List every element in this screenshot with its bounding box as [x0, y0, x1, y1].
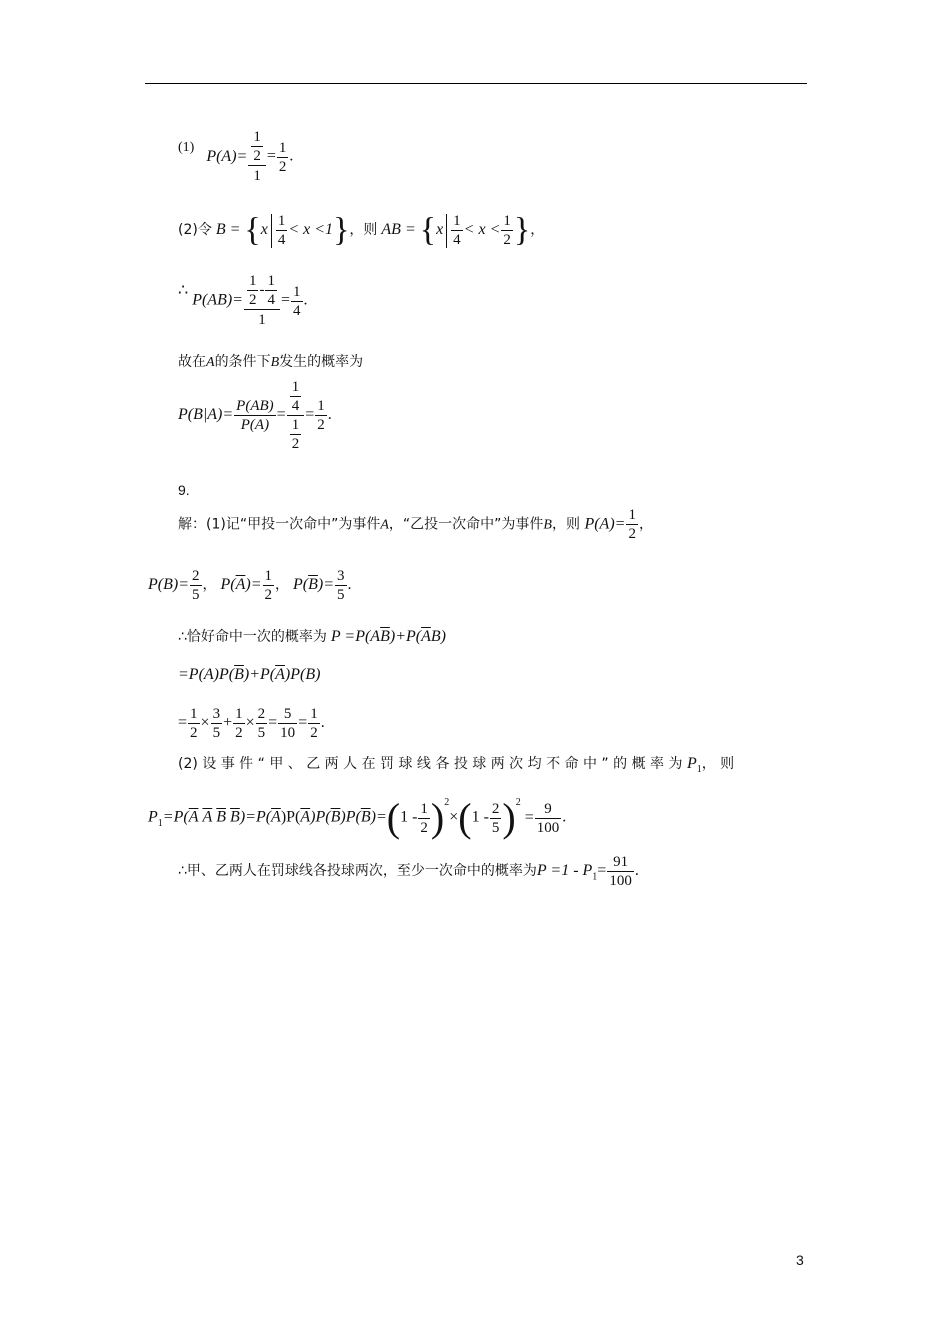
comma: ，: [638, 516, 653, 533]
text: P(: [220, 576, 236, 594]
pnb-fraction: [335, 567, 347, 604]
den: P(A): [240, 417, 270, 433]
p1: P: [148, 808, 158, 826]
den: 2: [235, 725, 243, 741]
pa: P(A)=: [584, 515, 626, 533]
p1: P: [582, 862, 593, 880]
num: 1: [503, 213, 511, 229]
event-a: A: [380, 517, 389, 533]
num: 91: [607, 853, 634, 872]
set-var: x: [436, 221, 444, 239]
num: 3: [337, 568, 345, 584]
page-number: 3: [796, 1252, 804, 1268]
eq: =: [597, 862, 607, 880]
outer-den: 1: [253, 168, 261, 184]
eq: =: [524, 808, 534, 826]
den: 2: [264, 587, 273, 603]
top-fraction: [290, 378, 302, 415]
expr: )P(B): [284, 666, 321, 683]
right-brace: }: [333, 211, 350, 249]
outer-den: 1: [258, 312, 266, 328]
den: 5: [491, 819, 500, 836]
pb-fraction: [190, 567, 202, 604]
text: ∴恰好命中一次的概率为: [178, 629, 327, 645]
text: )=: [317, 576, 335, 594]
then-text: ， 则: [701, 756, 735, 772]
left-brace: {: [244, 211, 261, 249]
text: ∴甲、乙两人在罚球线各投球两次，至少一次命中的概率为: [178, 863, 537, 880]
eq: =: [178, 714, 188, 732]
not-a: $\overline{A}$: [271, 808, 281, 826]
pna-fraction: [263, 567, 275, 604]
num: 2: [192, 568, 200, 584]
den: 5: [337, 587, 345, 603]
expr: )=P(: [239, 808, 272, 826]
num: 2: [491, 800, 500, 817]
conditional-intro: [178, 353, 363, 372]
inner-num: 1: [253, 129, 261, 145]
fraction: [490, 800, 502, 837]
b-fraction: [265, 272, 277, 309]
expr: )P(: [340, 808, 361, 826]
eq: =: [305, 406, 315, 424]
minus: -: [259, 281, 265, 298]
eq: =: [266, 147, 276, 165]
den: 4: [291, 398, 300, 414]
num: 3: [212, 706, 221, 722]
square: 2: [515, 797, 521, 809]
not-a: $\overline{A}$: [275, 666, 285, 683]
num: 1: [264, 568, 273, 584]
den: 2: [628, 526, 636, 542]
den: 5: [212, 725, 221, 741]
period: .: [347, 576, 352, 594]
eq: =: [280, 291, 290, 309]
den: 2: [291, 436, 300, 452]
solution-part-1: [178, 506, 653, 543]
complex-fraction: [287, 378, 305, 453]
p1-sub: 1: [696, 763, 702, 775]
den: 2: [310, 725, 318, 741]
event-a: A: [206, 355, 215, 370]
step-5: [178, 378, 332, 453]
right-paren: ): [430, 795, 445, 840]
den: 2: [503, 232, 511, 248]
not-b: $\overline{B}$: [230, 808, 240, 826]
times: ×: [245, 714, 255, 732]
result-fraction: [291, 283, 303, 320]
step-5-lhs: P(B|A)=: [178, 406, 234, 424]
not-b: $\overline{B}$: [216, 808, 227, 826]
den: 4: [453, 232, 461, 248]
set2-fraction-right: [501, 212, 513, 249]
result-fraction: [607, 853, 634, 890]
num: 5: [278, 705, 297, 724]
expr: )=: [370, 808, 387, 826]
p1: P: [686, 755, 697, 772]
fraction: [233, 705, 245, 742]
not-b: $\overline{B}$: [380, 628, 390, 645]
step-3-complex-fraction: [244, 272, 280, 330]
den: 4: [277, 232, 286, 248]
step-3-lhs: P(AB)=: [192, 291, 243, 309]
den: 5: [192, 587, 200, 603]
expr: )P(: [280, 808, 301, 826]
expr: )P(: [310, 808, 331, 826]
text: P(: [293, 576, 309, 594]
text: )=: [245, 576, 262, 594]
den: 100: [609, 873, 632, 889]
set1-condition: < x <1: [288, 221, 334, 239]
fraction: [188, 705, 200, 742]
step-2: [178, 212, 544, 249]
set-b-name: B =: [215, 221, 241, 239]
text: 故在: [178, 354, 206, 370]
not-b: $\overline{B}$: [308, 576, 318, 594]
den: 10: [280, 725, 296, 741]
not-b: $\overline{B}$: [330, 808, 341, 826]
text: 的条件下: [214, 354, 271, 370]
text: 发生的概率为: [279, 354, 364, 370]
not-a: $\overline{A}$: [421, 628, 431, 645]
num: 9: [535, 800, 562, 819]
num: 1: [628, 507, 636, 523]
den: 2: [190, 725, 198, 741]
event-b: B: [270, 355, 280, 370]
step-3: [178, 272, 308, 330]
event-b: B: [543, 517, 552, 533]
pa-fraction: [626, 506, 638, 543]
fraction: [278, 705, 297, 742]
eq: =: [268, 714, 278, 732]
period: .: [634, 862, 639, 880]
step-1-label: (1): [178, 139, 195, 155]
step-1-lhs: P(A)=: [206, 147, 248, 165]
right-paren: ): [502, 795, 516, 840]
den: 2: [278, 158, 287, 175]
den: 2: [420, 819, 428, 836]
pb: P(B)=: [148, 576, 189, 594]
den: 2: [248, 292, 257, 308]
not-b: $\overline{B}$: [234, 666, 244, 683]
num: 1: [235, 706, 243, 722]
left-paren: (: [458, 795, 472, 840]
exact-one-expand: [178, 666, 320, 684]
step-1: [178, 128, 293, 186]
fraction: [308, 705, 320, 742]
text: 解：(1)记“甲投一次命中”为事件: [178, 516, 381, 533]
period: .: [327, 406, 332, 424]
set-bar: [446, 214, 447, 248]
den: 5: [257, 725, 266, 741]
text: (2) 设 事 件 “ 甲 、 乙 两 人 在 罚 球 线 各 投 球 两 次 均 不 命 中 ” 的 概 率 为: [178, 756, 683, 772]
num: 2: [257, 706, 266, 722]
not-a: $\overline{A}$: [188, 808, 199, 826]
set2-fraction-left: [451, 212, 463, 249]
expr: )+P(: [243, 666, 276, 683]
square: 2: [444, 797, 450, 809]
not-a: $\overline{A}$: [235, 576, 246, 594]
plus: +: [223, 714, 233, 732]
inner-fraction: [251, 128, 263, 165]
then-text: ，则: [349, 222, 378, 239]
eq: =: [276, 406, 286, 424]
left-paren: (: [386, 795, 401, 840]
expr: =P(: [162, 808, 189, 826]
expr: )+P(: [389, 628, 422, 645]
not-a: $\overline{A}$: [202, 808, 213, 826]
step-2-label: (2)令: [178, 222, 212, 239]
sep: ，: [275, 577, 290, 594]
den: 2: [317, 417, 325, 433]
text: ，则: [551, 516, 580, 533]
num: P(AB): [236, 398, 274, 414]
probabilities: [148, 567, 352, 604]
num: 1: [248, 273, 257, 289]
result-fraction: [277, 139, 289, 176]
not-a: $\overline{A}$: [300, 808, 311, 826]
sep: ，: [202, 577, 217, 594]
num: 1: [453, 213, 461, 229]
num: 1: [291, 417, 300, 433]
den: 4: [293, 302, 301, 319]
num: 1: [420, 800, 428, 817]
den: 100: [536, 819, 560, 836]
set-bar: [271, 214, 272, 248]
final-answer: [178, 853, 639, 890]
header-rule: [145, 83, 807, 84]
ratio-fraction: [234, 397, 275, 434]
eq: =: [298, 714, 308, 732]
not-b: $\overline{B}$: [360, 808, 371, 826]
expr: B): [430, 628, 446, 645]
set-ab-name: AB =: [381, 221, 416, 239]
expr: =P(A)P(: [178, 666, 235, 683]
period: .: [289, 147, 294, 165]
result-fraction: [535, 800, 562, 837]
num: 1: [190, 706, 198, 722]
fraction: [256, 705, 268, 742]
step-1-complex-fraction: [248, 128, 266, 186]
exact-one: [178, 628, 446, 646]
question-number: 9.: [178, 482, 190, 498]
solution-part-2: [178, 755, 734, 779]
times: ×: [200, 714, 210, 732]
set2-condition: < x <: [463, 221, 501, 239]
expr: P =P(A: [330, 628, 381, 645]
num: 1: [267, 273, 275, 289]
result-fraction: [315, 397, 327, 434]
period: .: [303, 291, 308, 309]
p1-sub: 1: [157, 817, 163, 829]
num: 1: [310, 706, 318, 722]
expr: P =1 -: [536, 862, 579, 880]
exact-one-result: [178, 705, 325, 742]
a-fraction: [247, 272, 259, 309]
p1-equation: [148, 795, 567, 840]
p1-sub: 1: [592, 871, 598, 883]
inner-den: 2: [253, 148, 261, 164]
fraction: [418, 800, 430, 837]
one-minus: 1 -: [400, 808, 418, 826]
comma: ，: [530, 222, 545, 239]
fraction: [211, 705, 223, 742]
num: 1: [317, 398, 325, 414]
right-brace: }: [513, 211, 531, 249]
num: 1: [293, 283, 301, 300]
num: 1: [277, 213, 286, 229]
therefore-symbol: ∴: [178, 281, 189, 299]
set-var: x: [260, 221, 268, 239]
text: ，“乙投一次命中”为事件: [388, 516, 544, 533]
bottom-fraction: [290, 416, 302, 453]
period: .: [562, 808, 567, 826]
one-minus: 1 -: [471, 808, 489, 826]
num: 1: [291, 379, 300, 395]
set1-fraction: [276, 212, 288, 249]
left-brace: {: [419, 211, 437, 249]
period: .: [320, 714, 325, 732]
den: 4: [267, 292, 275, 308]
times: ×: [449, 808, 459, 826]
num: 1: [278, 139, 287, 156]
